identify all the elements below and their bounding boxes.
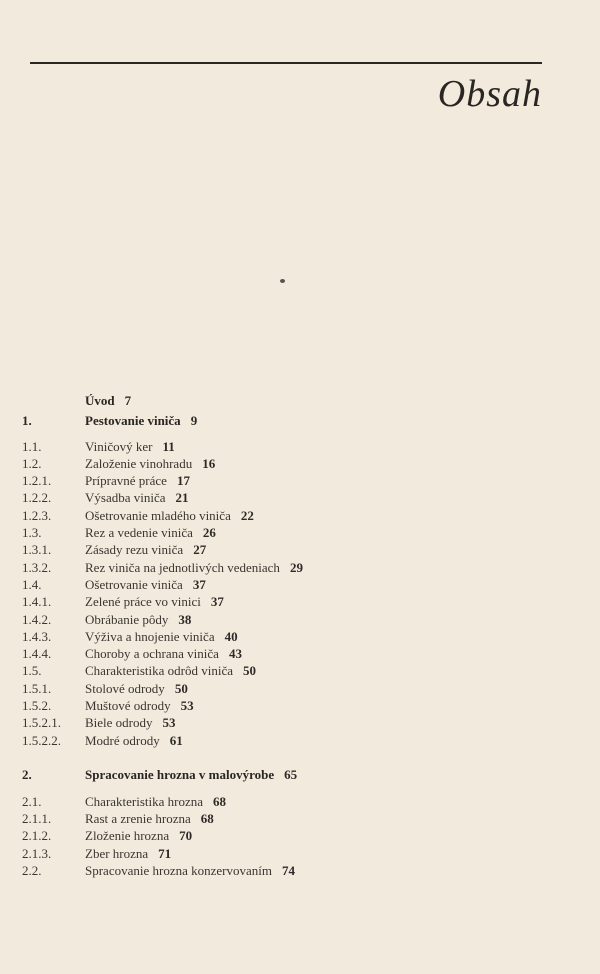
page-number: 11 (162, 439, 175, 454)
page-number: 50 (243, 663, 257, 678)
section-title: Charakteristika odrôd viniča (85, 663, 234, 678)
section-number: 2.1.1. (22, 811, 52, 826)
section-title: Spracovanie hrozna konzervovaním (85, 863, 272, 878)
section-title: Rez viniča na jednotlivých vedeniach (85, 560, 280, 575)
section-number: 1.4.4. (22, 646, 52, 661)
section-title: Muštové odrody (85, 698, 171, 713)
section-title: Rast a zrenie hrozna (85, 811, 191, 826)
page-number: 7 (124, 393, 132, 408)
section-number: 1.2.3. (22, 508, 52, 523)
section-number: 1.1. (22, 439, 42, 454)
section-title: Prípravné práce (85, 473, 167, 488)
section-number: 1.5.2.1. (22, 715, 61, 730)
section-title: Výsadba viniča (85, 490, 166, 505)
page-number: 74 (281, 863, 295, 878)
section-number: 1.5.1. (22, 681, 52, 696)
section-number: 1.2.2. (22, 490, 52, 505)
section-title: Zásady rezu viniča (85, 542, 184, 557)
section-title: Choroby a ochrana viniča (85, 646, 219, 661)
page-number: 65 (284, 767, 298, 782)
section-number: 1.4.3. (22, 629, 52, 644)
section-title: Zloženie hrozna (85, 828, 170, 843)
section-title: Výživa a hnojenie viniča (85, 629, 215, 644)
page-number: 37 (192, 577, 206, 592)
section-title: Pestovanie viniča (85, 413, 181, 428)
section-title: Viničový ker (85, 439, 153, 454)
section-number: 1.4.1. (22, 594, 52, 609)
section-title: Rez a vedenie viniča (85, 525, 193, 540)
page-number: 38 (178, 612, 192, 627)
section-number: 1.5.2. (22, 698, 52, 713)
page-number: 71 (158, 846, 172, 861)
page-number: 43 (228, 646, 242, 661)
section-number: 1.2. (22, 456, 42, 471)
page-number: 70 (179, 828, 193, 843)
page-number: 21 (175, 490, 189, 505)
page-number: 29 (289, 560, 303, 575)
section-title: Ošetrovanie mladého viniča (85, 508, 231, 523)
section-number: 1.4.2. (22, 612, 52, 627)
page-number: 26 (202, 525, 216, 540)
page-number: 50 (174, 681, 188, 696)
section-title: Zber hrozna (85, 846, 149, 861)
ornament-dot (280, 279, 285, 283)
page-number: 53 (180, 698, 194, 713)
section-number: 2.1.2. (22, 828, 52, 843)
section-number: 1. (22, 413, 32, 428)
section-number: 2.2. (22, 863, 42, 878)
section-number: 1.5.2.2. (22, 733, 61, 748)
page-number: 40 (224, 629, 238, 644)
section-title: Charakteristika hrozna (85, 794, 204, 809)
page-number: 16 (202, 456, 216, 471)
section-number: 1.2.1. (22, 473, 52, 488)
section-title: Spracovanie hrozna v malovýrobe (85, 767, 275, 782)
page-number: 22 (240, 508, 254, 523)
section-title: Ošetrovanie viniča (85, 577, 183, 592)
page-number: 68 (213, 794, 227, 809)
section-number: 1.3.2. (22, 560, 52, 575)
section-number: 1.3.1. (22, 542, 52, 557)
section-number: 2. (22, 767, 32, 782)
section-title: Založenie vinohradu (85, 456, 193, 471)
page-number: 17 (176, 473, 190, 488)
section-title: Biele odrody (85, 715, 153, 730)
section-number: 2.1.3. (22, 846, 52, 861)
section-title: Stolové odrody (85, 681, 165, 696)
section-number: 2.1. (22, 794, 42, 809)
page-number: 27 (193, 542, 207, 557)
page-title: Obsah (437, 73, 542, 115)
page-number: 9 (190, 413, 198, 428)
section-title: Zelené práce vo vinici (85, 594, 201, 609)
page-number: 61 (169, 733, 183, 748)
section-title: Modré odrody (85, 733, 160, 748)
section-title: Úvod (85, 393, 115, 408)
section-number: 1.5. (22, 663, 42, 678)
header-rule (30, 62, 542, 64)
page-number: 68 (200, 811, 214, 826)
section-number: 1.4. (22, 577, 42, 592)
section-number: 1.3. (22, 525, 42, 540)
page-number: 37 (210, 594, 224, 609)
page-number: 53 (162, 715, 176, 730)
section-title: Obrábanie pôdy (85, 612, 169, 627)
